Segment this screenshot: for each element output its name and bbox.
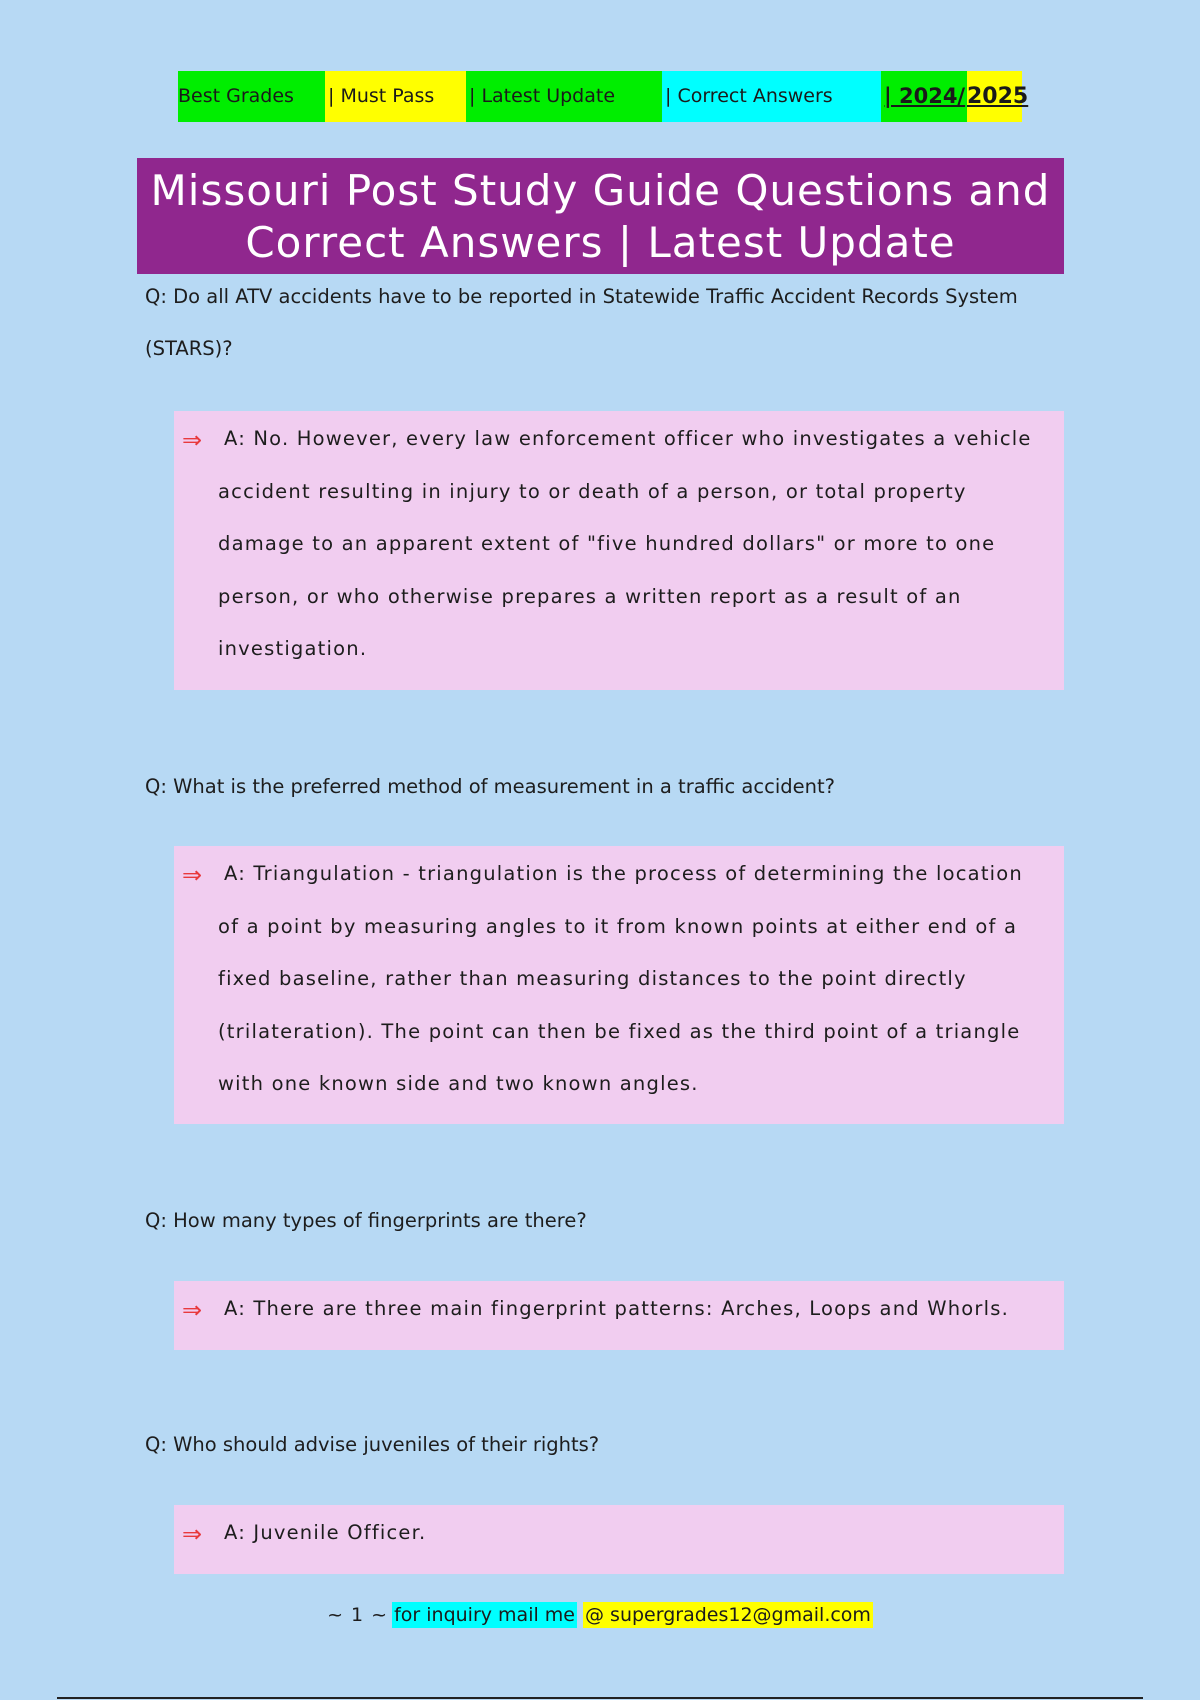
answer-1: A: No. However, every law enforcement officer who investigates a vehicle accident resulting in injury to or death of a person, or total property damage to an apparent extent of "five hundred dollars" or more to one person, or who otherwise prepares a written report as a result of an investigation. [218, 427, 1032, 660]
arrow-icon: ⇒ [182, 426, 203, 454]
contact-email[interactable]: @ supergrades12@gmail.com [585, 1604, 871, 1626]
question-4: Q: Who should advise juveniles of their rights? [145, 1433, 600, 1456]
answer-box-1 [174, 411, 1064, 690]
tag-must-pass: | Must Pass [325, 71, 466, 122]
tag-correct-answers: | Correct Answers [662, 71, 881, 122]
answer-3: A: There are three main fingerprint patterns: Arches, Loops and Whorls. [224, 1297, 1010, 1320]
answer-box-3 [174, 1281, 1064, 1350]
page-footer [0, 1597, 1200, 1633]
tag-latest-update: | Latest Update [466, 71, 662, 122]
tag-year-2024: | 2024/ [881, 71, 967, 122]
arrow-icon: ⇒ [182, 861, 203, 889]
bottom-divider [57, 1697, 1143, 1699]
inquiry-text: for inquiry mail me [394, 1604, 575, 1626]
document-title-text: Missouri Post Study Guide Questions and Correct Answers | Latest Update [150, 166, 1051, 267]
answer-4: A: Juvenile Officer. [224, 1521, 427, 1544]
tag-year-2025: 2025 [967, 71, 1022, 122]
answer-2: A: Triangulation - triangulation is the process of determining the location of a point by measuring angles to it from known points at either end of a fixed baseline, rather than measuring distances to the point directly (trilateration). The point can then be fixed as the third point of a triangle with one known side and two known angles. [218, 862, 1023, 1095]
arrow-icon: ⇒ [182, 1296, 203, 1324]
header-tag-bar [178, 71, 1029, 122]
answer-box-4 [174, 1505, 1064, 1574]
arrow-icon: ⇒ [182, 1520, 203, 1548]
question-2: Q: What is the preferred method of measurement in a traffic accident? [145, 775, 835, 798]
question-3: Q: How many types of fingerprints are there? [145, 1209, 587, 1232]
tag-best-grades: Best Grades [178, 71, 325, 122]
page-number: ~ 1 ~ [327, 1604, 389, 1626]
document-title [137, 158, 1064, 274]
question-1: Q: Do all ATV accidents have to be reported in Statewide Traffic Accident Records System (STARS)? [145, 285, 1018, 360]
answer-box-2 [174, 846, 1064, 1124]
